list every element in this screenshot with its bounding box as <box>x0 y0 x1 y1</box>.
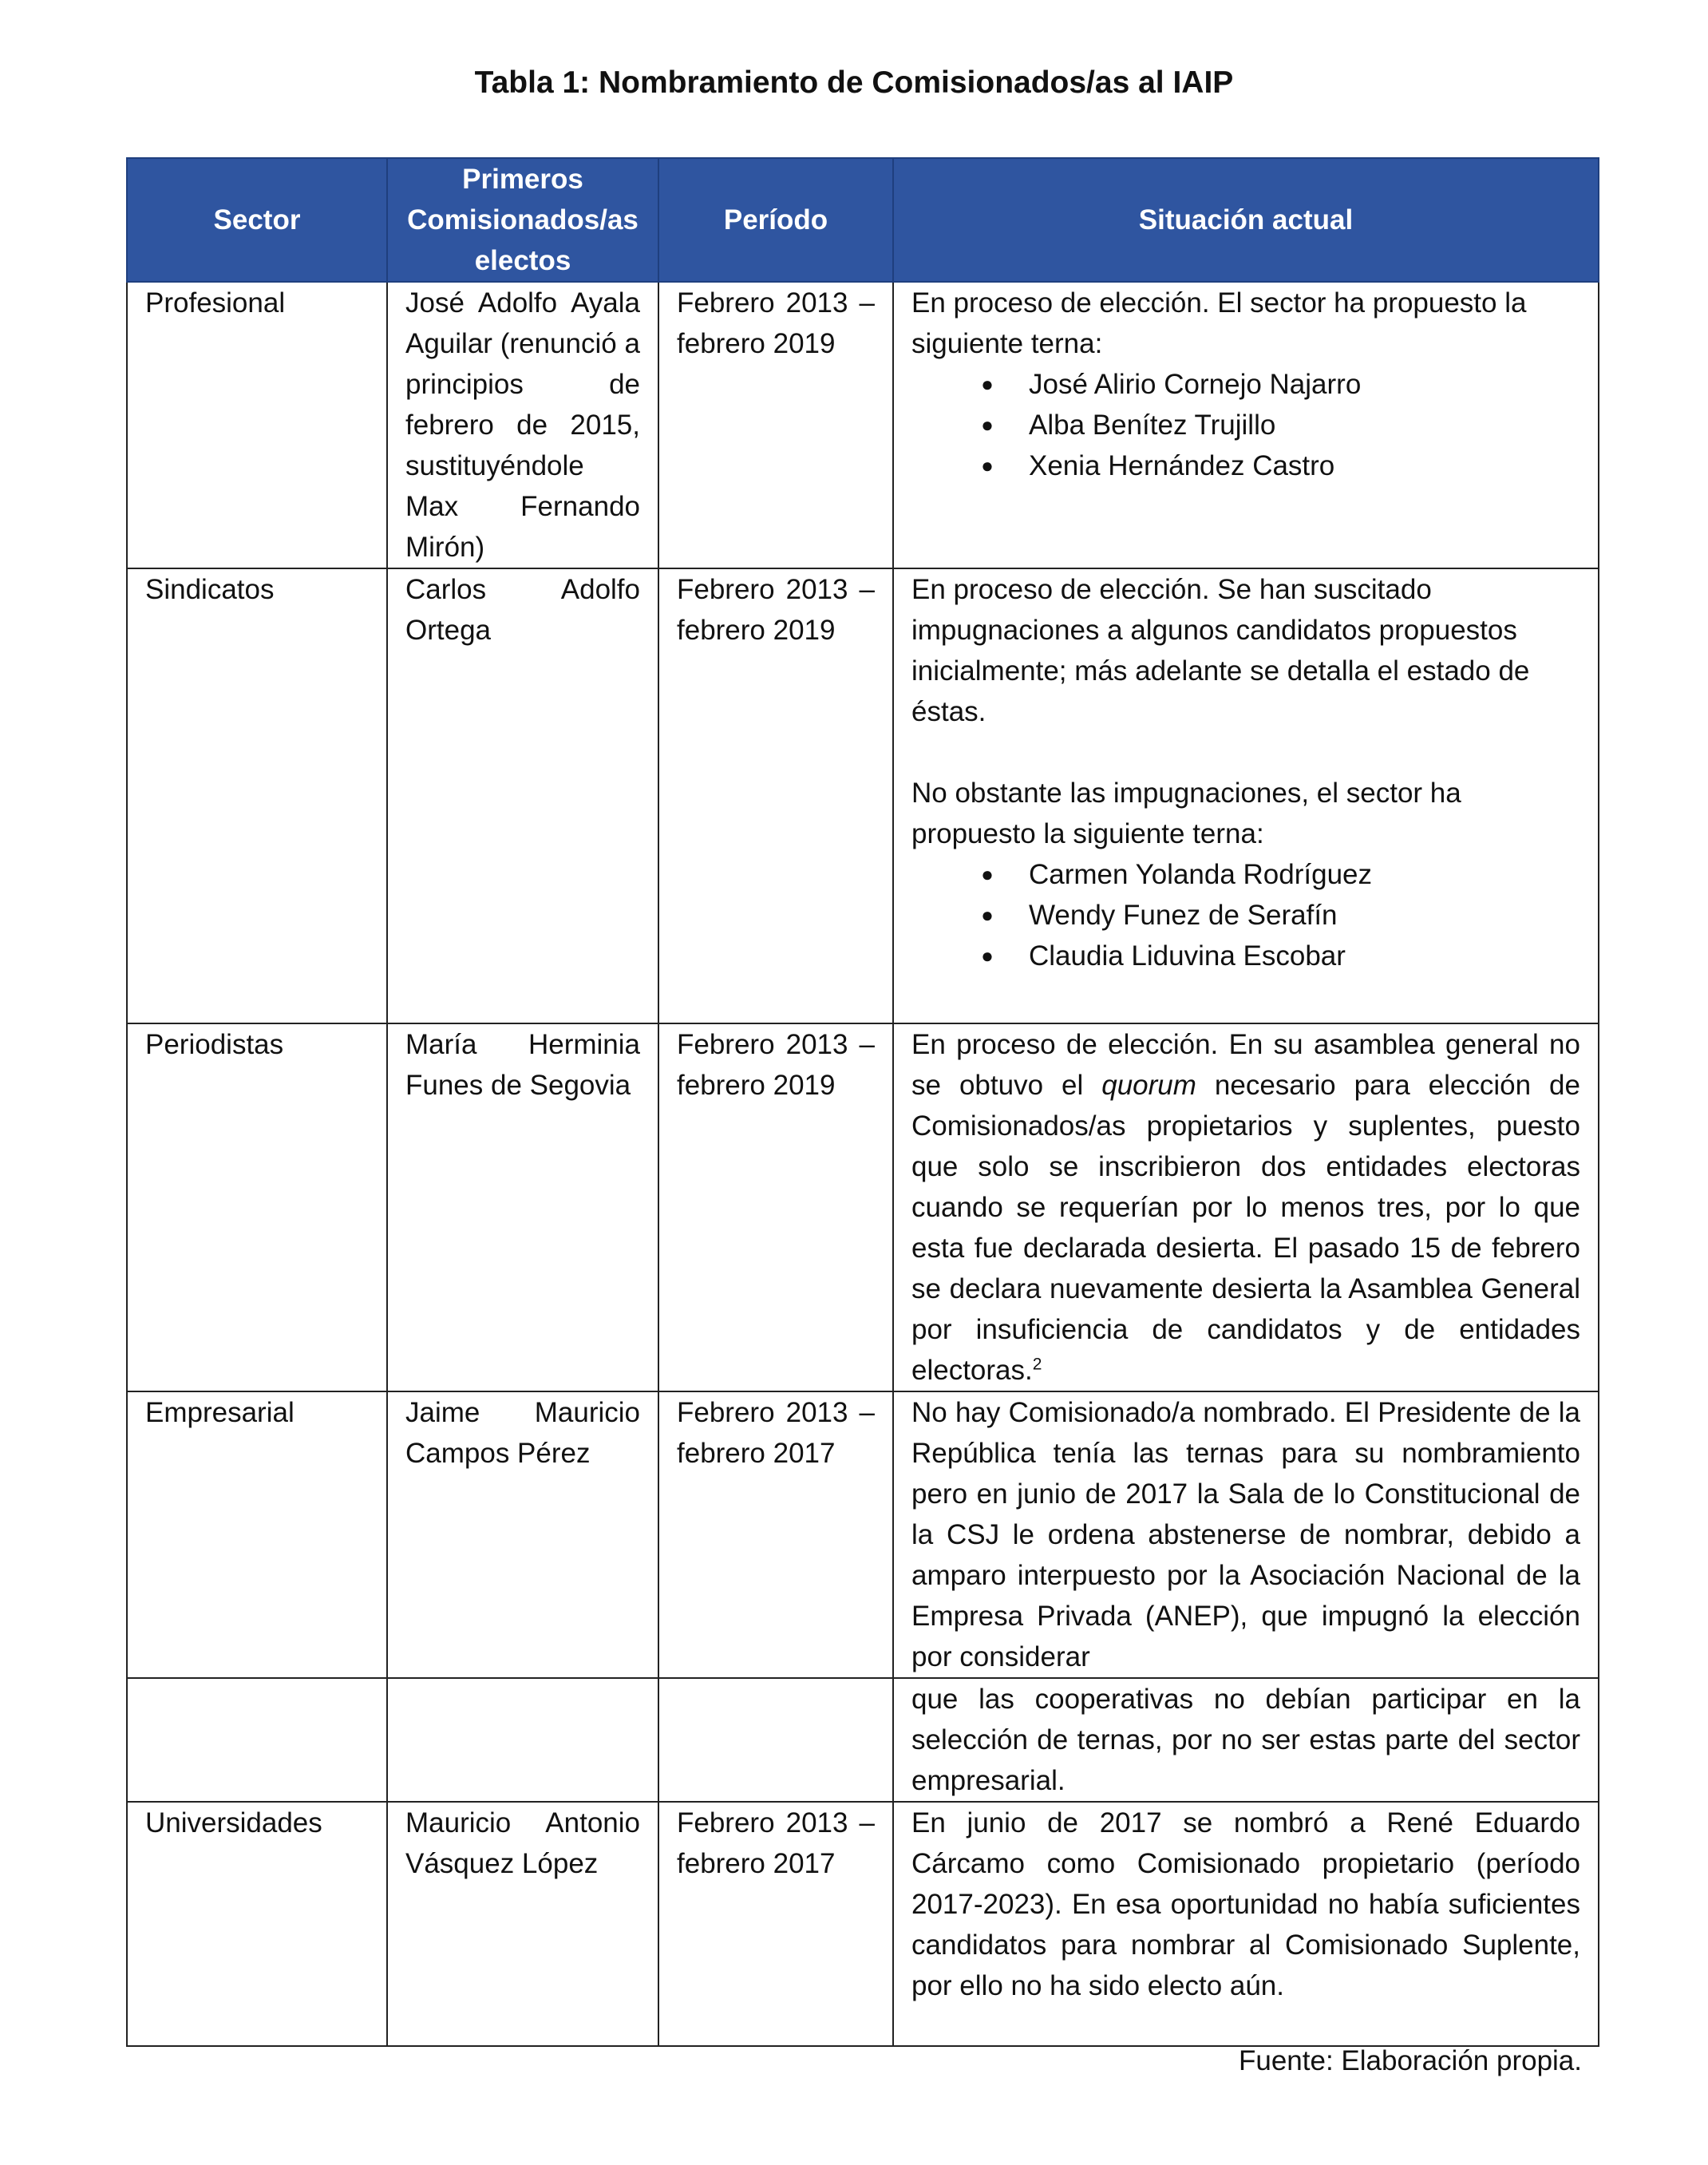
header-sector: Sector <box>127 158 387 282</box>
cell-sector: Periodistas <box>127 1023 387 1391</box>
list-item: ● Xenia Hernández Castro <box>975 445 1580 486</box>
table-row <box>127 1023 1599 1391</box>
situacion-text: En proceso de elección. Se han suscitado impugnaciones a algunos candidatos propuestos inicialmente; más adelante se detalla el estado de éstas. <box>911 574 1530 727</box>
cell-periodo: Febrero 2013 – febrero 2017 <box>658 1391 893 1678</box>
table-row <box>127 1391 1599 1678</box>
situacion-text: En proceso de elección. El sector ha propuesto la siguiente terna: <box>911 287 1527 359</box>
cell-comisionado: Jaime Mauricio Campos Pérez <box>387 1391 658 1678</box>
cell-situacion: No hay Comisionado/a nombrado. El Presidente de la República tenía las ternas para su nombramiento pero en junio de 2017 la Sala de lo Constitucional de la CSJ le ordena abstenerse de nombrar, debido a amparo interpuesto por la Asociación Nacional de la Empresa Privada (ANEP), que impugnó la elección por considerar <box>893 1391 1599 1678</box>
situacion-text: No obstante las impugnaciones, el sector ha propuesto la siguiente terna: <box>911 778 1461 849</box>
header-row <box>127 158 1599 282</box>
header-periodo: Período <box>658 158 893 282</box>
table-row <box>127 1802 1599 2046</box>
cell-situacion <box>893 568 1599 1023</box>
cell-periodo: Febrero 2013 – febrero 2017 <box>658 1802 893 2046</box>
list-item: ● Carmen Yolanda Rodríguez <box>975 854 1580 895</box>
cell-situacion: En junio de 2017 se nombró a René Eduardo Cárcamo como Comisionado propietario (período 2017-2023). En esa oportunidad no había suficientes candidatos para nombrar al Comisionado Suplente, por ello no ha sido electo aún. <box>893 1802 1599 2046</box>
cell-empty <box>658 1678 893 1802</box>
cell-comisionado: José Adolfo Ayala Aguilar (renunció a principios de febrero de 2015, sustituyéndole Max Fernando Mirón) <box>387 282 658 568</box>
bullet-icon: ● <box>981 372 994 396</box>
bullet-icon: ● <box>981 453 994 477</box>
table-row <box>127 282 1599 568</box>
cell-empty <box>127 1678 387 1802</box>
cell-empty <box>387 1678 658 1802</box>
cell-situacion <box>893 282 1599 568</box>
list-item: ● Alba Benítez Trujillo <box>975 405 1580 445</box>
cell-periodo: Febrero 2013 – febrero 2019 <box>658 1023 893 1391</box>
list-item: ● Wendy Funez de Serafín <box>975 895 1580 936</box>
bullet-icon: ● <box>981 903 994 927</box>
cell-sector: Universidades <box>127 1802 387 2046</box>
table-row <box>127 1678 1599 1802</box>
cell-sector: Sindicatos <box>127 568 387 1023</box>
bullet-icon: ● <box>981 944 994 968</box>
table-row <box>127 568 1599 1023</box>
footnote-marker: 2 <box>1032 1355 1042 1374</box>
cell-sector: Profesional <box>127 282 387 568</box>
bullet-icon: ● <box>981 413 994 437</box>
terna-list <box>911 854 1580 976</box>
cell-periodo: Febrero 2013 – febrero 2019 <box>658 282 893 568</box>
header-situacion: Situación actual <box>893 158 1599 282</box>
appointments-table <box>126 157 1599 2047</box>
table-title: Tabla 1: Nombramiento de Comisionados/as al IAIP <box>474 65 1234 100</box>
cell-comisionado: Carlos Adolfo Ortega <box>387 568 658 1023</box>
terna-list <box>911 364 1580 486</box>
cell-situacion: En proceso de elección. En su asamblea general no se obtuvo el quorum necesario para elección de Comisionados/as propietarios y suplentes, puesto que solo se inscribieron dos entidades electoras cuando se requerían por lo menos tres, por lo que esta fue declarada desierta. El pasado 15 de febrero se declara nuevamente desierta la Asamblea General por insuficiencia de candidatos y de entidades electoras.$^2$ <box>893 1023 1599 1391</box>
list-item: ● José Alirio Cornejo Najarro <box>975 364 1580 405</box>
cell-comisionado: María Herminia Funes de Segovia <box>387 1023 658 1391</box>
bullet-icon: ● <box>981 862 994 886</box>
cell-comisionado: Mauricio Antonio Vásquez López <box>387 1802 658 2046</box>
cell-sector: Empresarial <box>127 1391 387 1678</box>
cell-periodo: Febrero 2013 – febrero 2019 <box>658 568 893 1023</box>
cell-situacion: que las cooperativas no debían participar en la selección de ternas, por no ser estas parte del sector empresarial. <box>893 1678 1599 1802</box>
header-primeros: Primeros Comisionados/as electos <box>387 158 658 282</box>
list-item: ● Claudia Liduvina Escobar <box>975 936 1580 976</box>
source-note: Fuente: Elaboración propia. <box>1239 2045 1582 2076</box>
